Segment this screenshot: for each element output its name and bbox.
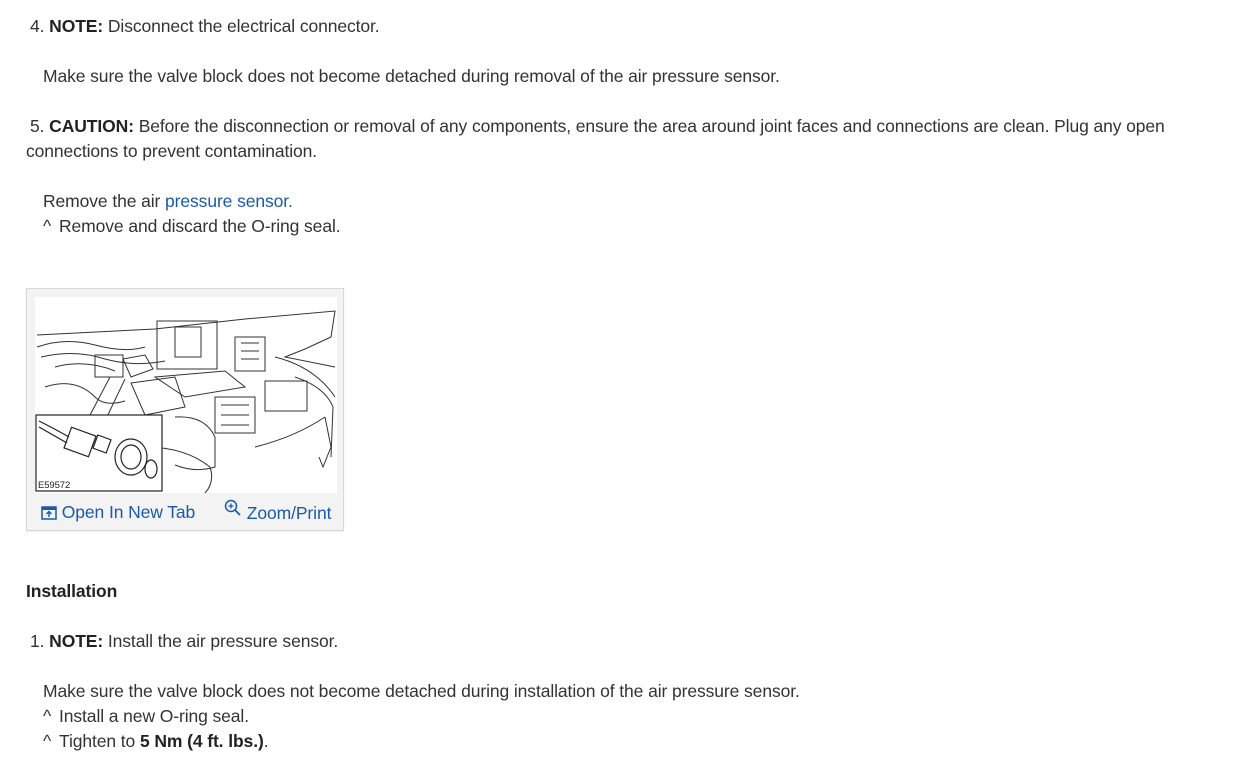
install-note: Make sure the valve block does not become detached during installation of the air pressure sensor. (43, 681, 800, 701)
note-label: NOTE: (49, 16, 104, 36)
step-5-line (26, 114, 1196, 164)
link-period: . (288, 191, 293, 211)
sub-step-tighten (43, 729, 268, 754)
figure-actions (27, 499, 343, 527)
open-new-tab-icon (41, 502, 62, 522)
pressure-sensor-link[interactable]: pressure sensor (165, 191, 289, 211)
sub-step-install-oring (43, 704, 249, 729)
diagram-drawing (35, 297, 337, 493)
sub-step-text: Install a new O-ring seal. (59, 706, 249, 726)
step-4-line (30, 14, 380, 39)
torque-value: 5 Nm (4 ft. lbs.) (139, 731, 264, 751)
zoom-print-label: Zoom/Print (246, 503, 332, 523)
open-in-new-tab-button[interactable] (41, 499, 195, 525)
figure-id-label: E59572 (38, 480, 71, 491)
caution-text: Before the disconnection or removal of any components, ensure the area around joint faces and connections are clean. Plug any open connections to prevent contamination. (26, 116, 1165, 161)
remove-text: Remove the air (43, 191, 161, 211)
caret-icon: ^ (43, 706, 52, 726)
step-text: Install the air pressure sensor. (107, 631, 339, 651)
step-number: 5. (30, 116, 45, 136)
step-4-note: Make sure the valve block does not become detached during removal of the air pressure sensor. (43, 66, 780, 86)
note-label: NOTE: (49, 631, 104, 651)
air-pressure-sensor-diagram[interactable] (35, 297, 337, 493)
caret-icon: ^ (43, 731, 52, 751)
caret-icon: ^ (43, 216, 52, 236)
installation-heading: Installation (26, 581, 118, 601)
caution-label: CAUTION: (49, 116, 134, 136)
remove-instruction (43, 189, 293, 214)
figure-card (26, 288, 344, 531)
open-in-new-tab-label: Open In New Tab (61, 502, 196, 522)
zoom-in-icon (224, 503, 247, 523)
tighten-text: Tighten to (59, 731, 136, 751)
step-number: 1. (30, 631, 45, 651)
zoom-print-button[interactable] (224, 499, 331, 526)
period: . (263, 731, 269, 751)
install-step-1-line (30, 629, 338, 654)
sub-step-remove-oring (43, 214, 341, 239)
step-number: 4. (30, 16, 45, 36)
sub-step-text: Remove and discard the O-ring seal. (59, 216, 341, 236)
step-text: Disconnect the electrical connector. (107, 16, 380, 36)
